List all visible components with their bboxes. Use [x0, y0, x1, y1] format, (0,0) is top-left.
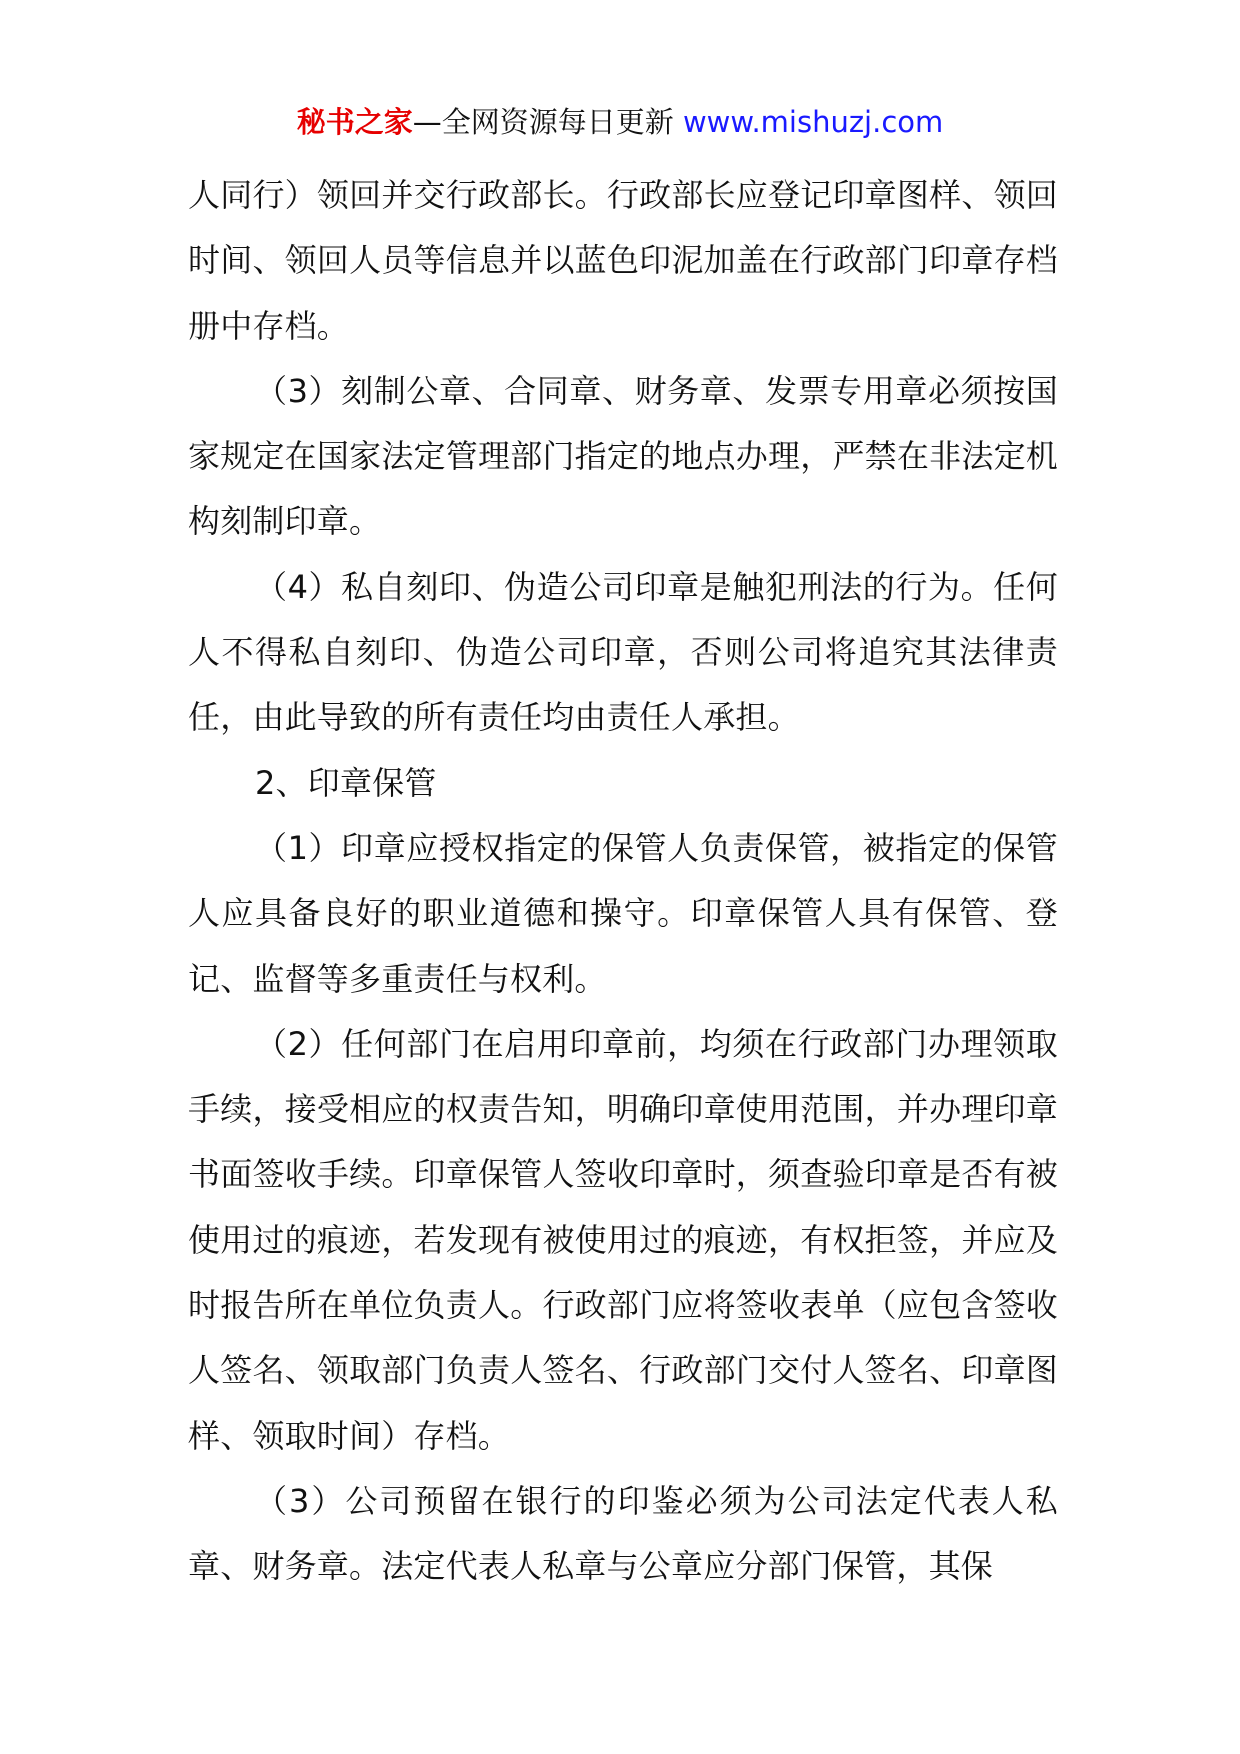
paragraph-custody-item-3: （3）公司预留在银行的印鉴必须为公司法定代表人私章、财务章。法定代表人私章与公章应分部门保管，其保 [188, 1481, 1058, 1586]
header-tagline: —全网资源每日更新 [412, 105, 683, 139]
section-heading-seal-custody: 2、印章保管 [255, 763, 437, 802]
paragraph-custody-item-2: （2）任何部门在启用印章前，均须在行政部门办理领取手续，接受相应的权责告知，明确印章使用范围，并办理印章书面签收手续。印章保管人签收印章时，须查验印章是否有被使用过的痕迹，若发现有被使用过的痕迹，有权拒签，并应及时报告所在单位负责人。行政部门应将签收表单（应包含签收人签名、领取部门负责人签名、行政部门交付人签名、印章图样、领取时间）存档。 [188, 1024, 1058, 1455]
header-url-link[interactable]: www.mishuzj.com [682, 105, 944, 139]
paragraph-custody-item-1: （1）印章应授权指定的保管人负责保管，被指定的保管人应具备良好的职业道德和操守。印章保管人具有保管、登记、监督等多重责任与权利。 [188, 828, 1058, 998]
paragraph-continuation: 人同行）领回并交行政部长。行政部长应登记印章图样、领回时间、领回人员等信息并以蓝色印泥加盖在行政部门印章存档册中存档。 [188, 176, 1058, 345]
paragraph-item-4-forgery: （4）私自刻印、伪造公司印章是触犯刑法的行为。任何人不得私自刻印、伪造公司印章，否则公司将追究其法律责任，由此导致的所有责任均由责任人承担。 [188, 567, 1058, 737]
document-body [188, 163, 1058, 1600]
page-header [0, 102, 1240, 142]
paragraph-item-3-engraving: （3）刻制公章、合同章、财务章、发票专用章必须按国家规定在国家法定管理部门指定的地点办理，严禁在非法定机构刻制印章。 [188, 371, 1058, 541]
header-brand: 秘书之家 [296, 105, 413, 139]
